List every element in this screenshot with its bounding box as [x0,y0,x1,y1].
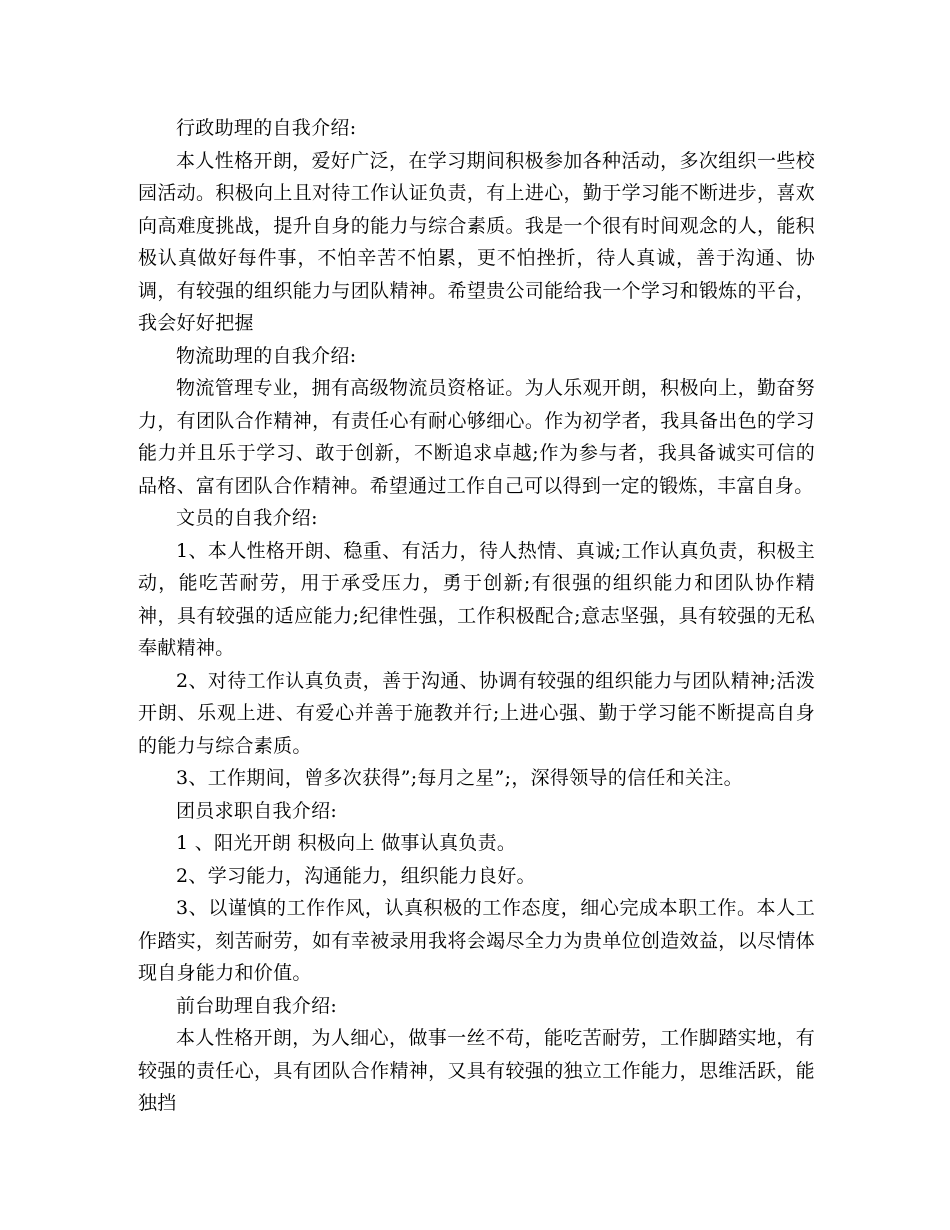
paragraph-front-desk-assistant: 本人性格开朗，为人细心，做事一丝不苟，能吃苦耐劳，工作脚踏实地，有较强的责任心，具有团队合作精神，又具有较强的独立工作能力，思维活跃，能独挡 [138,1027,815,1114]
paragraph-league-member-2: 2、学习能力，沟通能力，组织能力良好。 [176,864,536,887]
heading-league-member: 团员求职自我介绍: [176,799,338,822]
heading-front-desk-assistant: 前台助理自我介绍: [176,994,338,1017]
paragraph-admin-assistant: 本人性格开朗，爱好广泛，在学习期间积极参加各种活动，多次组织一些校园活动。积极向上且对待工作认证负责，有上进心，勤于学习能不断进步，喜欢向高难度挑战，提升自身的能力与综合素质。我是一个很有时间观念的人，能积极认真做好每件事，不怕辛苦不怕累，更不怕挫折，待人真诚，善于沟通、协调，有较强的组织能力与团队精神。希望贵公司能给我一个学习和锻炼的平台，我会好好把握 [138,149,815,334]
heading-logistics-assistant: 物流助理的自我介绍: [176,344,357,367]
paragraph-clerk-2: 2、对待工作认真负责，善于沟通、协调有较强的组织能力与团队精神;活泼开朗、乐观上进、有爱心并善于施教并行;上进心强、勤于学习能不断提高自身的能力与综合素质。 [138,669,815,757]
paragraph-clerk-3: 3、工作期间，曾多次获得”;每月之星”;，深得领导的信任和关注。 [176,767,743,789]
heading-clerk: 文员的自我介绍: [176,507,318,529]
heading-admin-assistant: 行政助理的自我介绍: [176,117,357,139]
paragraph-clerk-1: 1、本人性格开朗、稳重、有活力，待人热情、真诚;工作认真负责，积极主动，能吃苦耐劳，用于承受压力，勇于创新;有很强的组织能力和团队协作精神，具有较强的适应能力;纪律性强，工作积极配合;意志坚强，具有较强的无私奉献精神。 [138,539,815,659]
paragraph-league-member-1: 1 、阳光开朗 积极向上 做事认真负责。 [176,832,517,854]
paragraph-league-member-3: 3、以谨慎的工作作风，认真积极的工作态度，细心完成本职工作。本人工作踏实，刻苦耐劳，如有幸被录用我将会竭尽全力为贵单位创造效益，以尽情体现自身能力和价值。 [138,897,815,984]
paragraph-logistics-assistant: 物流管理专业，拥有高级物流员资格证。为人乐观开朗，积极向上，勤奋努力，有团队合作精神，有责任心有耐心够细心。作为初学者，我具备出色的学习能力并且乐于学习、敢于创新，不断追求卓越;作为参与者，我具备诚实可信的品格、富有团队合作精神。希望通过工作自己可以得到一定的锻炼，丰富自身。 [138,377,815,497]
